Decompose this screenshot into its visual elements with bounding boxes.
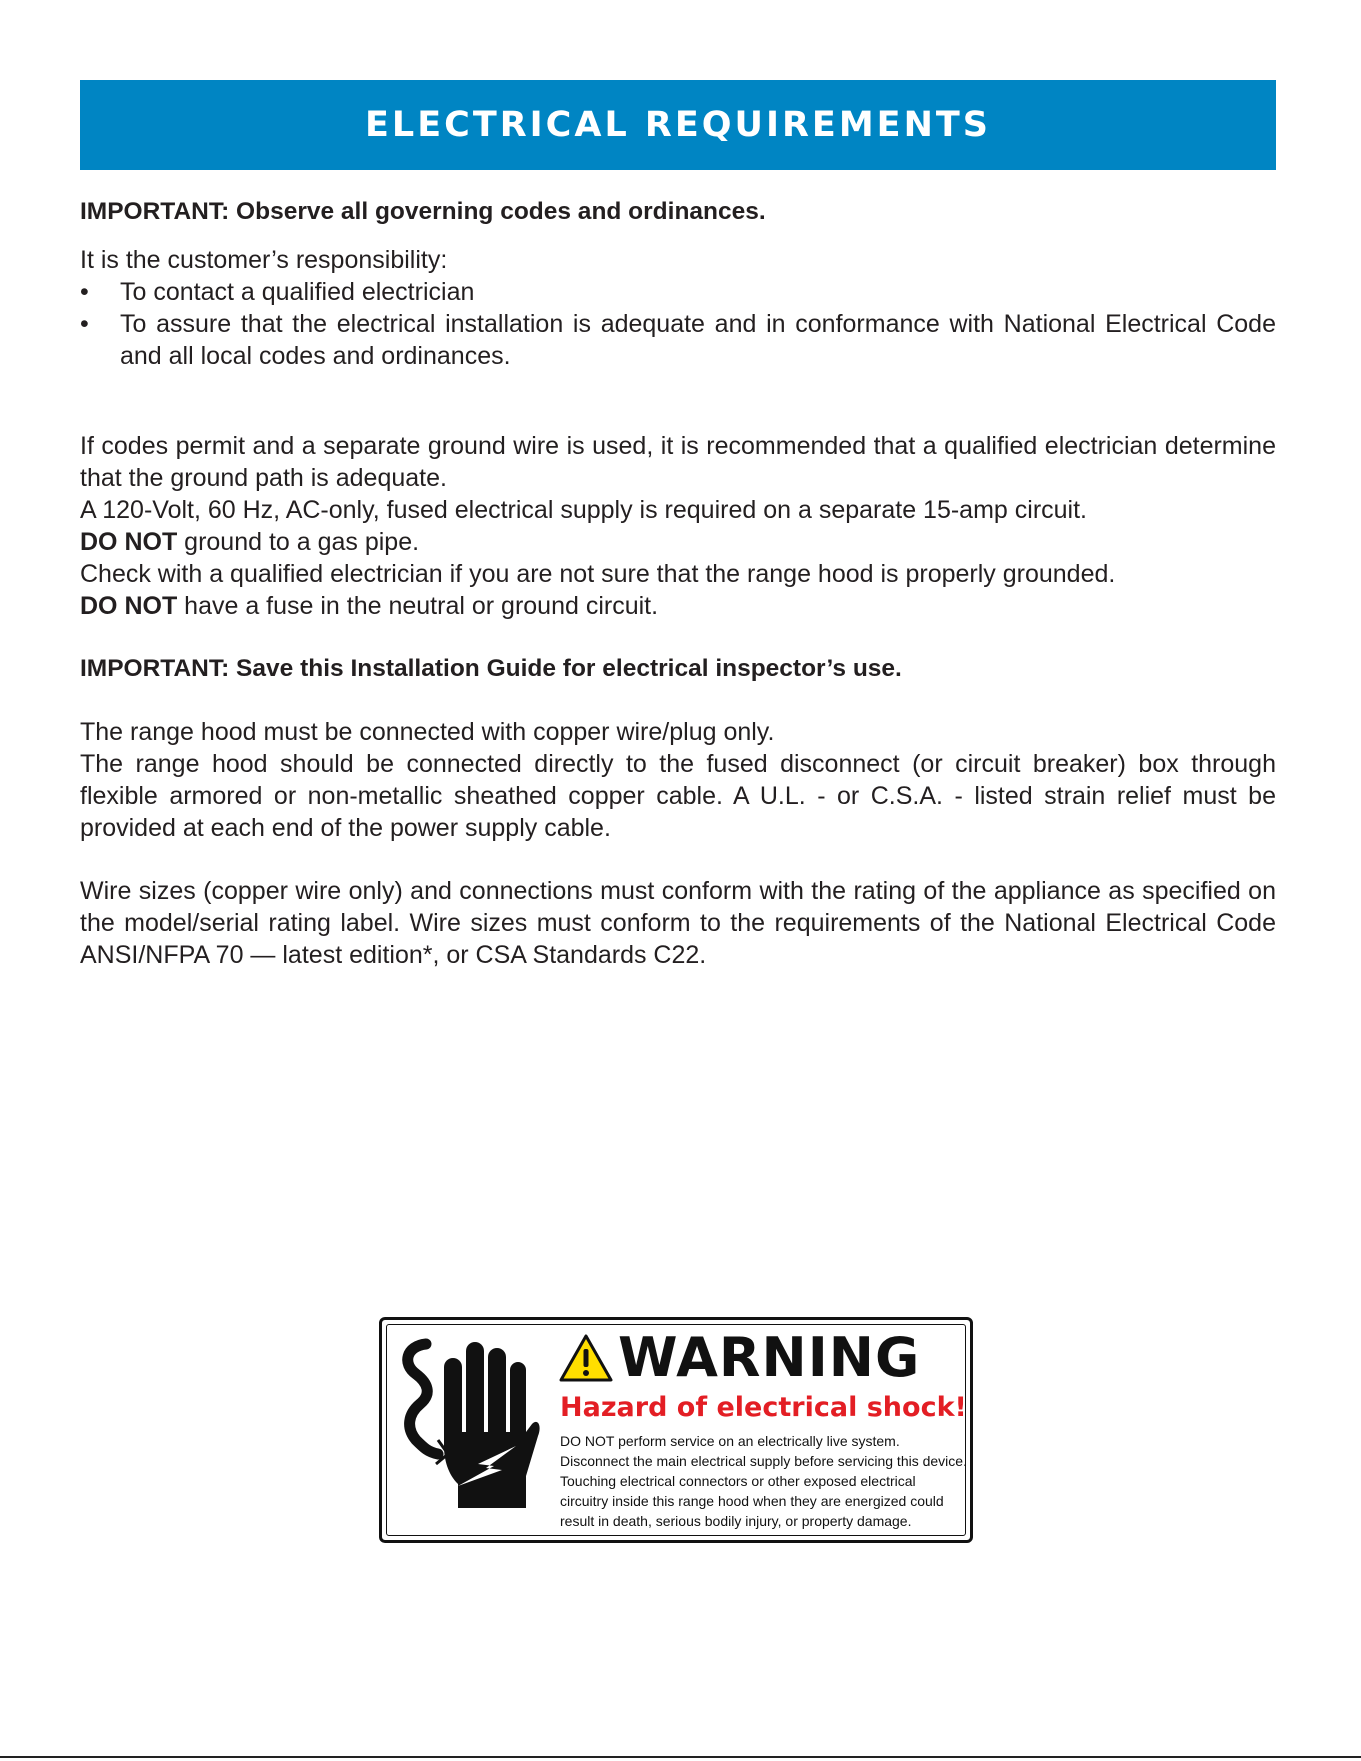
page-bottom-rule bbox=[0, 1756, 1361, 1758]
grounding-check: Check with a qualified electrician if you are not sure that the range hood is properly grounded. bbox=[80, 560, 1116, 588]
responsibility-intro: It is the customer’s responsibility: bbox=[80, 246, 448, 274]
gas-pipe-warning: DO NOT ground to a gas pipe. bbox=[80, 528, 420, 556]
warning-line: circuitry inside this range hood when they are energized could bbox=[560, 1493, 944, 1509]
warning-line: result in death, serious bodily injury, or property damage. bbox=[560, 1513, 912, 1529]
warning-title: WARNING bbox=[618, 1326, 921, 1389]
important-codes-notice: IMPORTANT: Observe all governing codes and ordinances. bbox=[80, 198, 766, 225]
warning-label bbox=[379, 1317, 973, 1543]
warning-triangle-icon bbox=[558, 1333, 614, 1383]
supply-requirement: A 120-Volt, 60 Hz, AC-only, fused electrical supply is required on a separate 15-amp circuit. bbox=[80, 496, 1087, 524]
bullet-icon: • bbox=[80, 310, 89, 338]
ground-path-paragraph: If codes permit and a separate ground wire is used, it is recommended that a qualified electrician determine that the ground path is adequate. bbox=[80, 432, 1276, 492]
page-title: ELECTRICAL REQUIREMENTS bbox=[365, 105, 991, 145]
wire-sizes-paragraph: Wire sizes (copper wire only) and connections must conform with the rating of the appliance as specified on the model/serial rating label. Wire sizes must conform to the requirements of the National Electrical Code ANSI/NFPA 70 — latest edition*, or CSA Standards C22. bbox=[80, 877, 1276, 969]
warning-text bbox=[560, 1431, 967, 1531]
section-banner bbox=[80, 80, 1276, 170]
important-save-guide: IMPORTANT: Save this Installation Guide for electrical inspector’s use. bbox=[80, 655, 902, 682]
responsibility-list bbox=[80, 276, 1276, 372]
copper-wire-requirement: The range hood must be connected with copper wire/plug only. bbox=[80, 718, 775, 746]
electrical-shock-hand-icon bbox=[398, 1336, 543, 1526]
list-item: • To assure that the electrical installation is adequate and in conformance with National Electrical Code and all local codes and ordinances. bbox=[80, 310, 1276, 370]
fuse-warning: DO NOT have a fuse in the neutral or ground circuit. bbox=[80, 592, 659, 620]
warning-header bbox=[558, 1326, 921, 1389]
warning-line: Touching electrical connectors or other exposed electrical bbox=[560, 1473, 916, 1489]
connection-paragraph: The range hood should be connected directly to the fused disconnect (or circuit breaker) box through flexible armored or non-metallic sheathed copper cable. A U.L. - or C.S.A. - listed strain relief must be provided at each end of the power supply cable. bbox=[80, 750, 1276, 842]
warning-line: Disconnect the main electrical supply before servicing this device. bbox=[560, 1453, 967, 1469]
document-body bbox=[80, 196, 1276, 971]
hazard-heading: Hazard of electrical shock! bbox=[560, 1392, 967, 1423]
bullet-icon: • bbox=[80, 278, 89, 306]
list-item: • To contact a qualified electrician bbox=[80, 278, 475, 306]
warning-line: DO NOT perform service on an electrically live system. bbox=[560, 1433, 900, 1449]
